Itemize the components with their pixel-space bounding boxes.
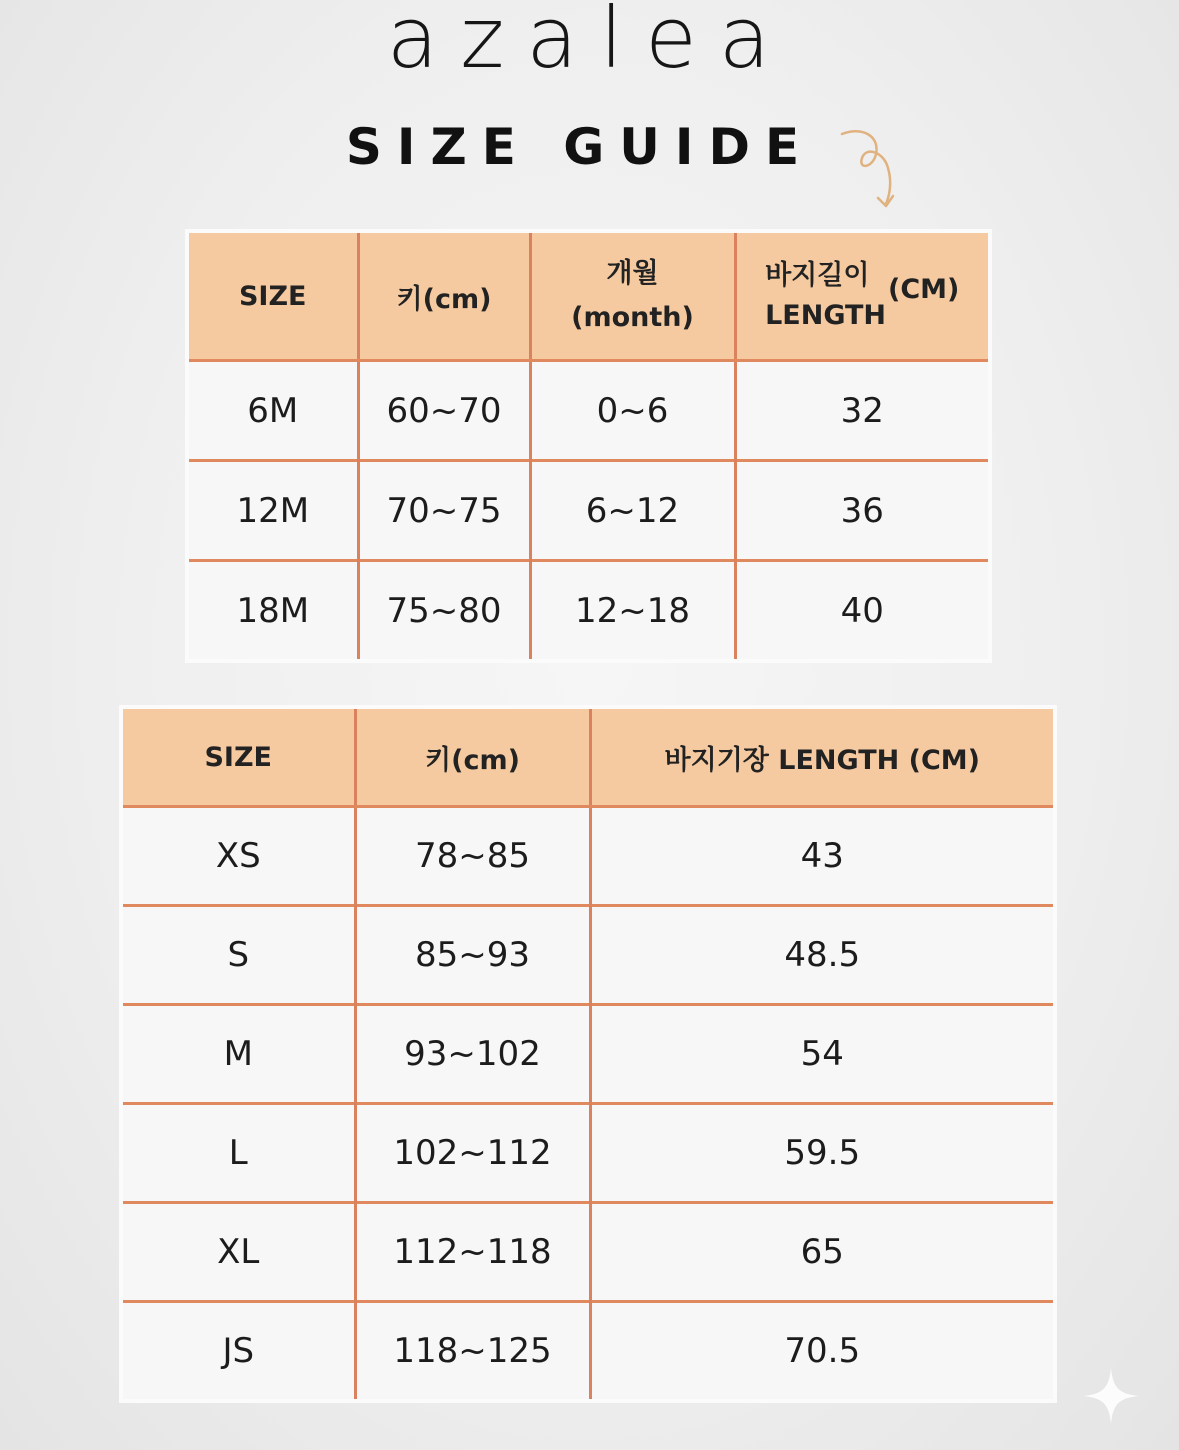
header-size: SIZE: [189, 233, 358, 361]
table-row: [123, 807, 1053, 906]
cell-height: 112~118: [355, 1203, 590, 1302]
cell-month: 6~12: [530, 461, 735, 561]
table-row: [189, 561, 988, 660]
table-row: [123, 1203, 1053, 1302]
header-length: [735, 233, 988, 361]
table-row: [189, 461, 988, 561]
cell-length: 32: [735, 361, 988, 461]
kids-size-table: [123, 709, 1053, 1399]
cell-length: 65: [590, 1203, 1053, 1302]
table-row: [189, 361, 988, 461]
cell-length: 59.5: [590, 1104, 1053, 1203]
cell-size: XS: [123, 807, 355, 906]
cell-length: 43: [590, 807, 1053, 906]
cell-size: S: [123, 906, 355, 1005]
cell-size: JS: [123, 1302, 355, 1400]
cell-length: 70.5: [590, 1302, 1053, 1400]
cell-height: 78~85: [355, 807, 590, 906]
header-height: 키(cm): [355, 709, 590, 807]
cell-size: L: [123, 1104, 355, 1203]
cell-height: 60~70: [358, 361, 530, 461]
table-row: [123, 906, 1053, 1005]
cell-height: 118~125: [355, 1302, 590, 1400]
brand-logo: azalea: [386, 0, 793, 87]
sparkle-icon: [1081, 1366, 1141, 1426]
cell-month: 12~18: [530, 561, 735, 660]
cell-length: 54: [590, 1005, 1053, 1104]
header-length-ko: 바지길이: [765, 260, 870, 291]
cell-height: 93~102: [355, 1005, 590, 1104]
baby-size-table: [189, 233, 988, 659]
cell-size: M: [123, 1005, 355, 1104]
cell-length: 40: [735, 561, 988, 660]
cell-size: 6M: [189, 361, 358, 461]
table-header-row: [189, 233, 988, 361]
cell-height: 75~80: [358, 561, 530, 660]
cell-length: 48.5: [590, 906, 1053, 1005]
header-length-en: LENGTH: [765, 300, 887, 331]
header-length: 바지기장 LENGTH (CM): [590, 709, 1053, 807]
header-month-ko: 개월: [606, 258, 659, 289]
header-size: SIZE: [123, 709, 355, 807]
header-height: 키(cm): [358, 233, 530, 361]
table-header-row: [123, 709, 1053, 807]
cell-height: 85~93: [355, 906, 590, 1005]
header-month: [530, 233, 735, 361]
cell-size: 18M: [189, 561, 358, 660]
cell-height: 102~112: [355, 1104, 590, 1203]
table-row: [123, 1302, 1053, 1400]
header-length-unit: (CM): [888, 273, 960, 305]
swirl-arrow-icon: [836, 124, 908, 214]
cell-size: XL: [123, 1203, 355, 1302]
table-row: [123, 1005, 1053, 1104]
cell-height: 70~75: [358, 461, 530, 561]
table-row: [123, 1104, 1053, 1203]
cell-month: 0~6: [530, 361, 735, 461]
header-month-en: (month): [571, 302, 694, 333]
cell-length: 36: [735, 461, 988, 561]
cell-size: 12M: [189, 461, 358, 561]
page-title: SIZE GUIDE: [345, 118, 815, 176]
